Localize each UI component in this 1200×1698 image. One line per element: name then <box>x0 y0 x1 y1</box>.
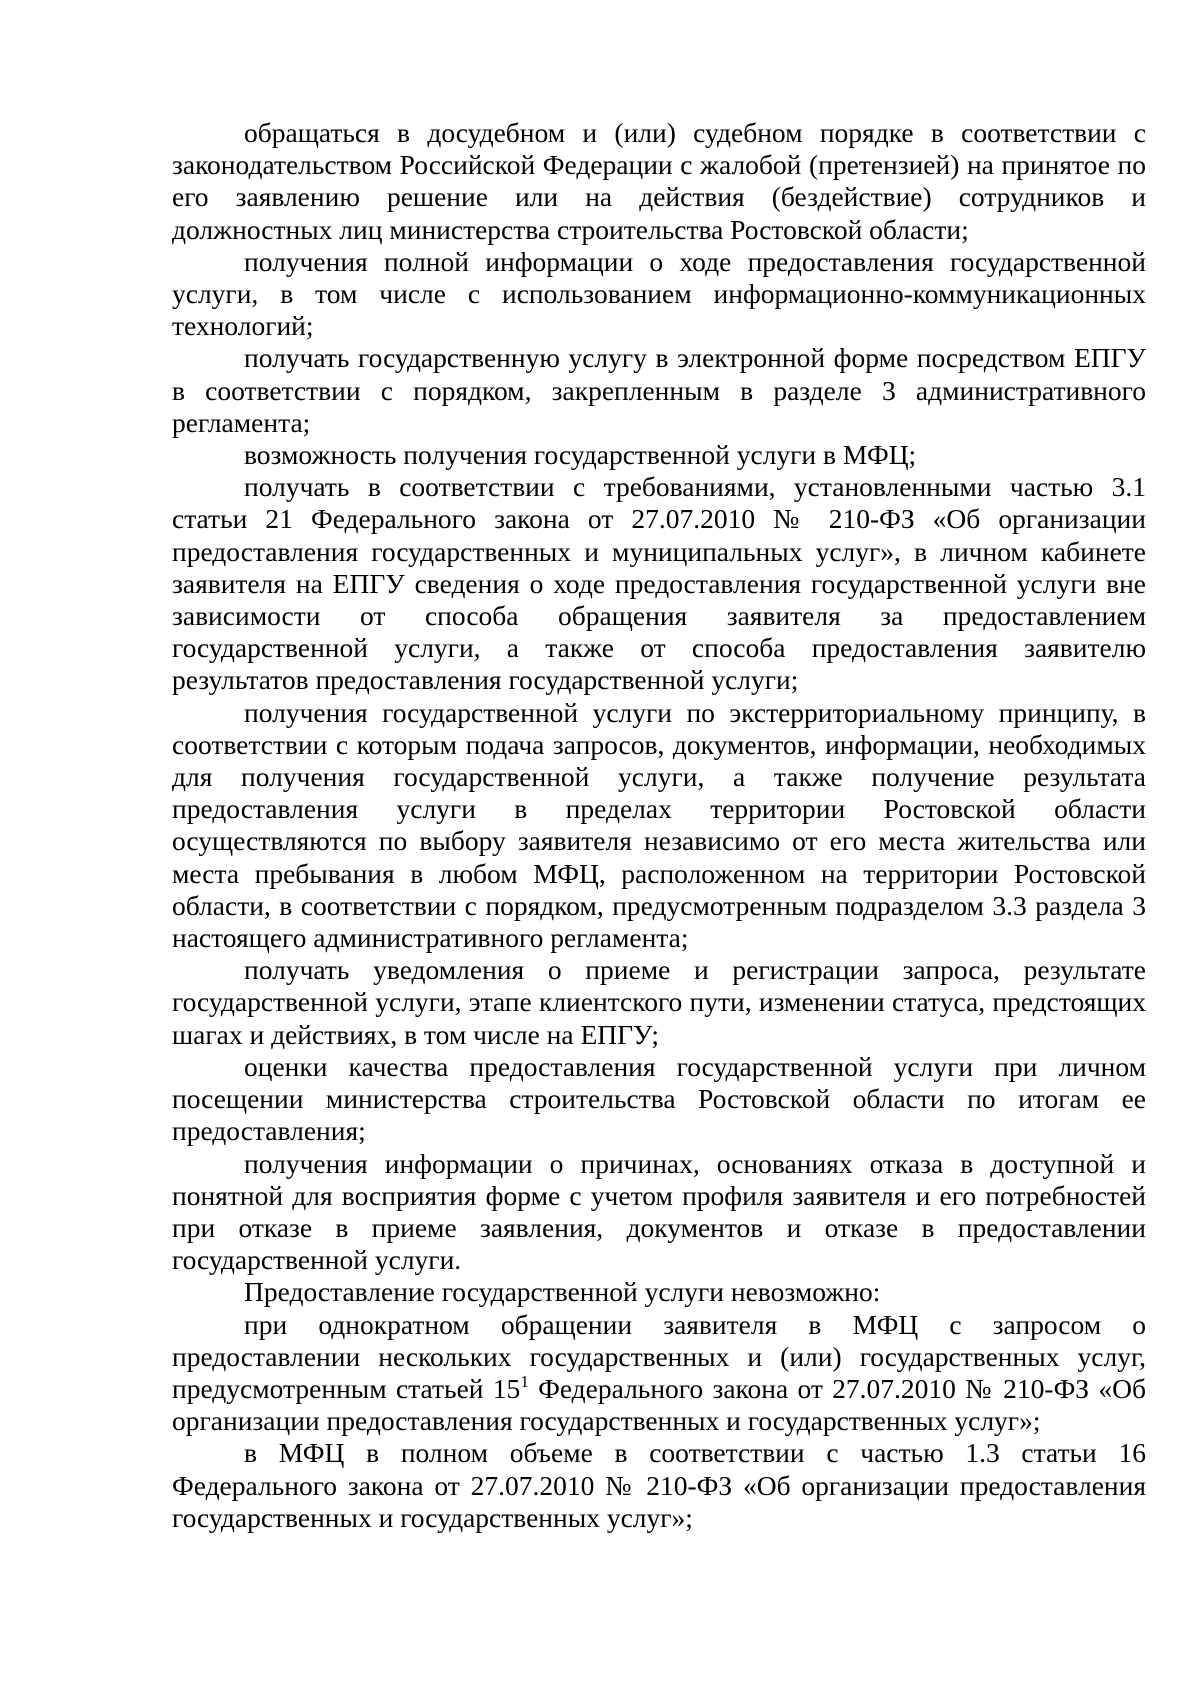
paragraph-impossible-heading: Предоставление государственной услуги невозможно: <box>244 1276 881 1308</box>
paragraph-refusal-info: получения информации о причинах, основаниях отказа в доступной и понятной для восприятия форме с учетом профиля заявителя и его потребностей при отказе в приеме заявления, документов и отказе в предоставлении государственной услуги. <box>172 1147 1146 1276</box>
paragraph-personal-account: получать в соответствии с требованиями, установленными частью 3.1 статьи 21 Федерального закона от 27.07.2010 № 210-ФЗ «Об организации предоставления государственных и муниципальных услуг», в личном кабинете заявителя на ЕПГУ сведения о ходе предоставления государственной услуги вне зависимости от способа обращения заявителя за предоставлением государственной услуги, а также от способа предоставления заявителю результатов предоставления государственной услуги; <box>172 471 1146 696</box>
single-request-text-end: Федерального закона от 27.07.2010 № 210-ФЗ «Об организации предоставления государственных и государственных услуг»; <box>172 1372 1146 1437</box>
article-superscript: 1 <box>520 1371 529 1391</box>
paragraph-single-request <box>172 1309 1146 1438</box>
paragraph-mfc-possibility: возможность получения государственной услуги в МФЦ; <box>244 439 917 471</box>
paragraph-mfc-full-scope: в МФЦ в полном объеме в соответствии с частью 1.3 статьи 16 Федерального закона от 27.07.2010 № 210-ФЗ «Об организации предоставления государственных и государственных услуг»; <box>172 1437 1146 1533</box>
document-page <box>172 117 1146 1534</box>
paragraph-quality-assessment: оценки качества предоставления государственной услуги при личном посещении министерства строительства Ростовской области по итогам ее предоставления; <box>172 1050 1146 1147</box>
paragraph-full-info: получения полной информации о ходе предоставления государственной услуги, в том числе с использованием информационно-коммуникационных технологий; <box>172 245 1146 342</box>
paragraph-extraterritorial: получения государственной услуги по экстерриториальному принципу, в соответствии с которым подача запросов, документов, информации, необходимых для получения государственной услуги, а также получение результата предоставления услуги в пределах территории Ростовской области осуществляются по выбору заявителя независимо от его места жительства или места пребывания в любом МФЦ, расположенном на территории Ростовской области, в соответствии с порядком, предусмотренным подразделом 3.3 раздела 3 настоящего административного регламента; <box>172 696 1146 954</box>
paragraph-electronic-form: получать государственную услугу в электронной форме посредством ЕПГУ в соответствии с порядком, закрепленным в разделе 3 административного регламента; <box>172 342 1146 438</box>
single-request-text: при однократном обращении заявителя в МФЦ с запросом о предоставлении нескольких государственных и (или) государственных услуг, предусмотренным статьей 15 <box>172 1308 1146 1404</box>
paragraph-appeal: обращаться в досудебном и (или) судебном порядке в соответствии с законодательством Российской Федерации с жалобой (претензией) на принятое по его заявлению решение или на действия (бездействие) сотрудников и должностных лиц министерства строительства Ростовской области; <box>172 117 1146 245</box>
paragraph-notifications: получать уведомления о приеме и регистрации запроса, результате государственной услуги, этапе клиентского пути, изменении статуса, предстоящих шагах и действиях, в том числе на ЕПГУ; <box>172 954 1146 1050</box>
